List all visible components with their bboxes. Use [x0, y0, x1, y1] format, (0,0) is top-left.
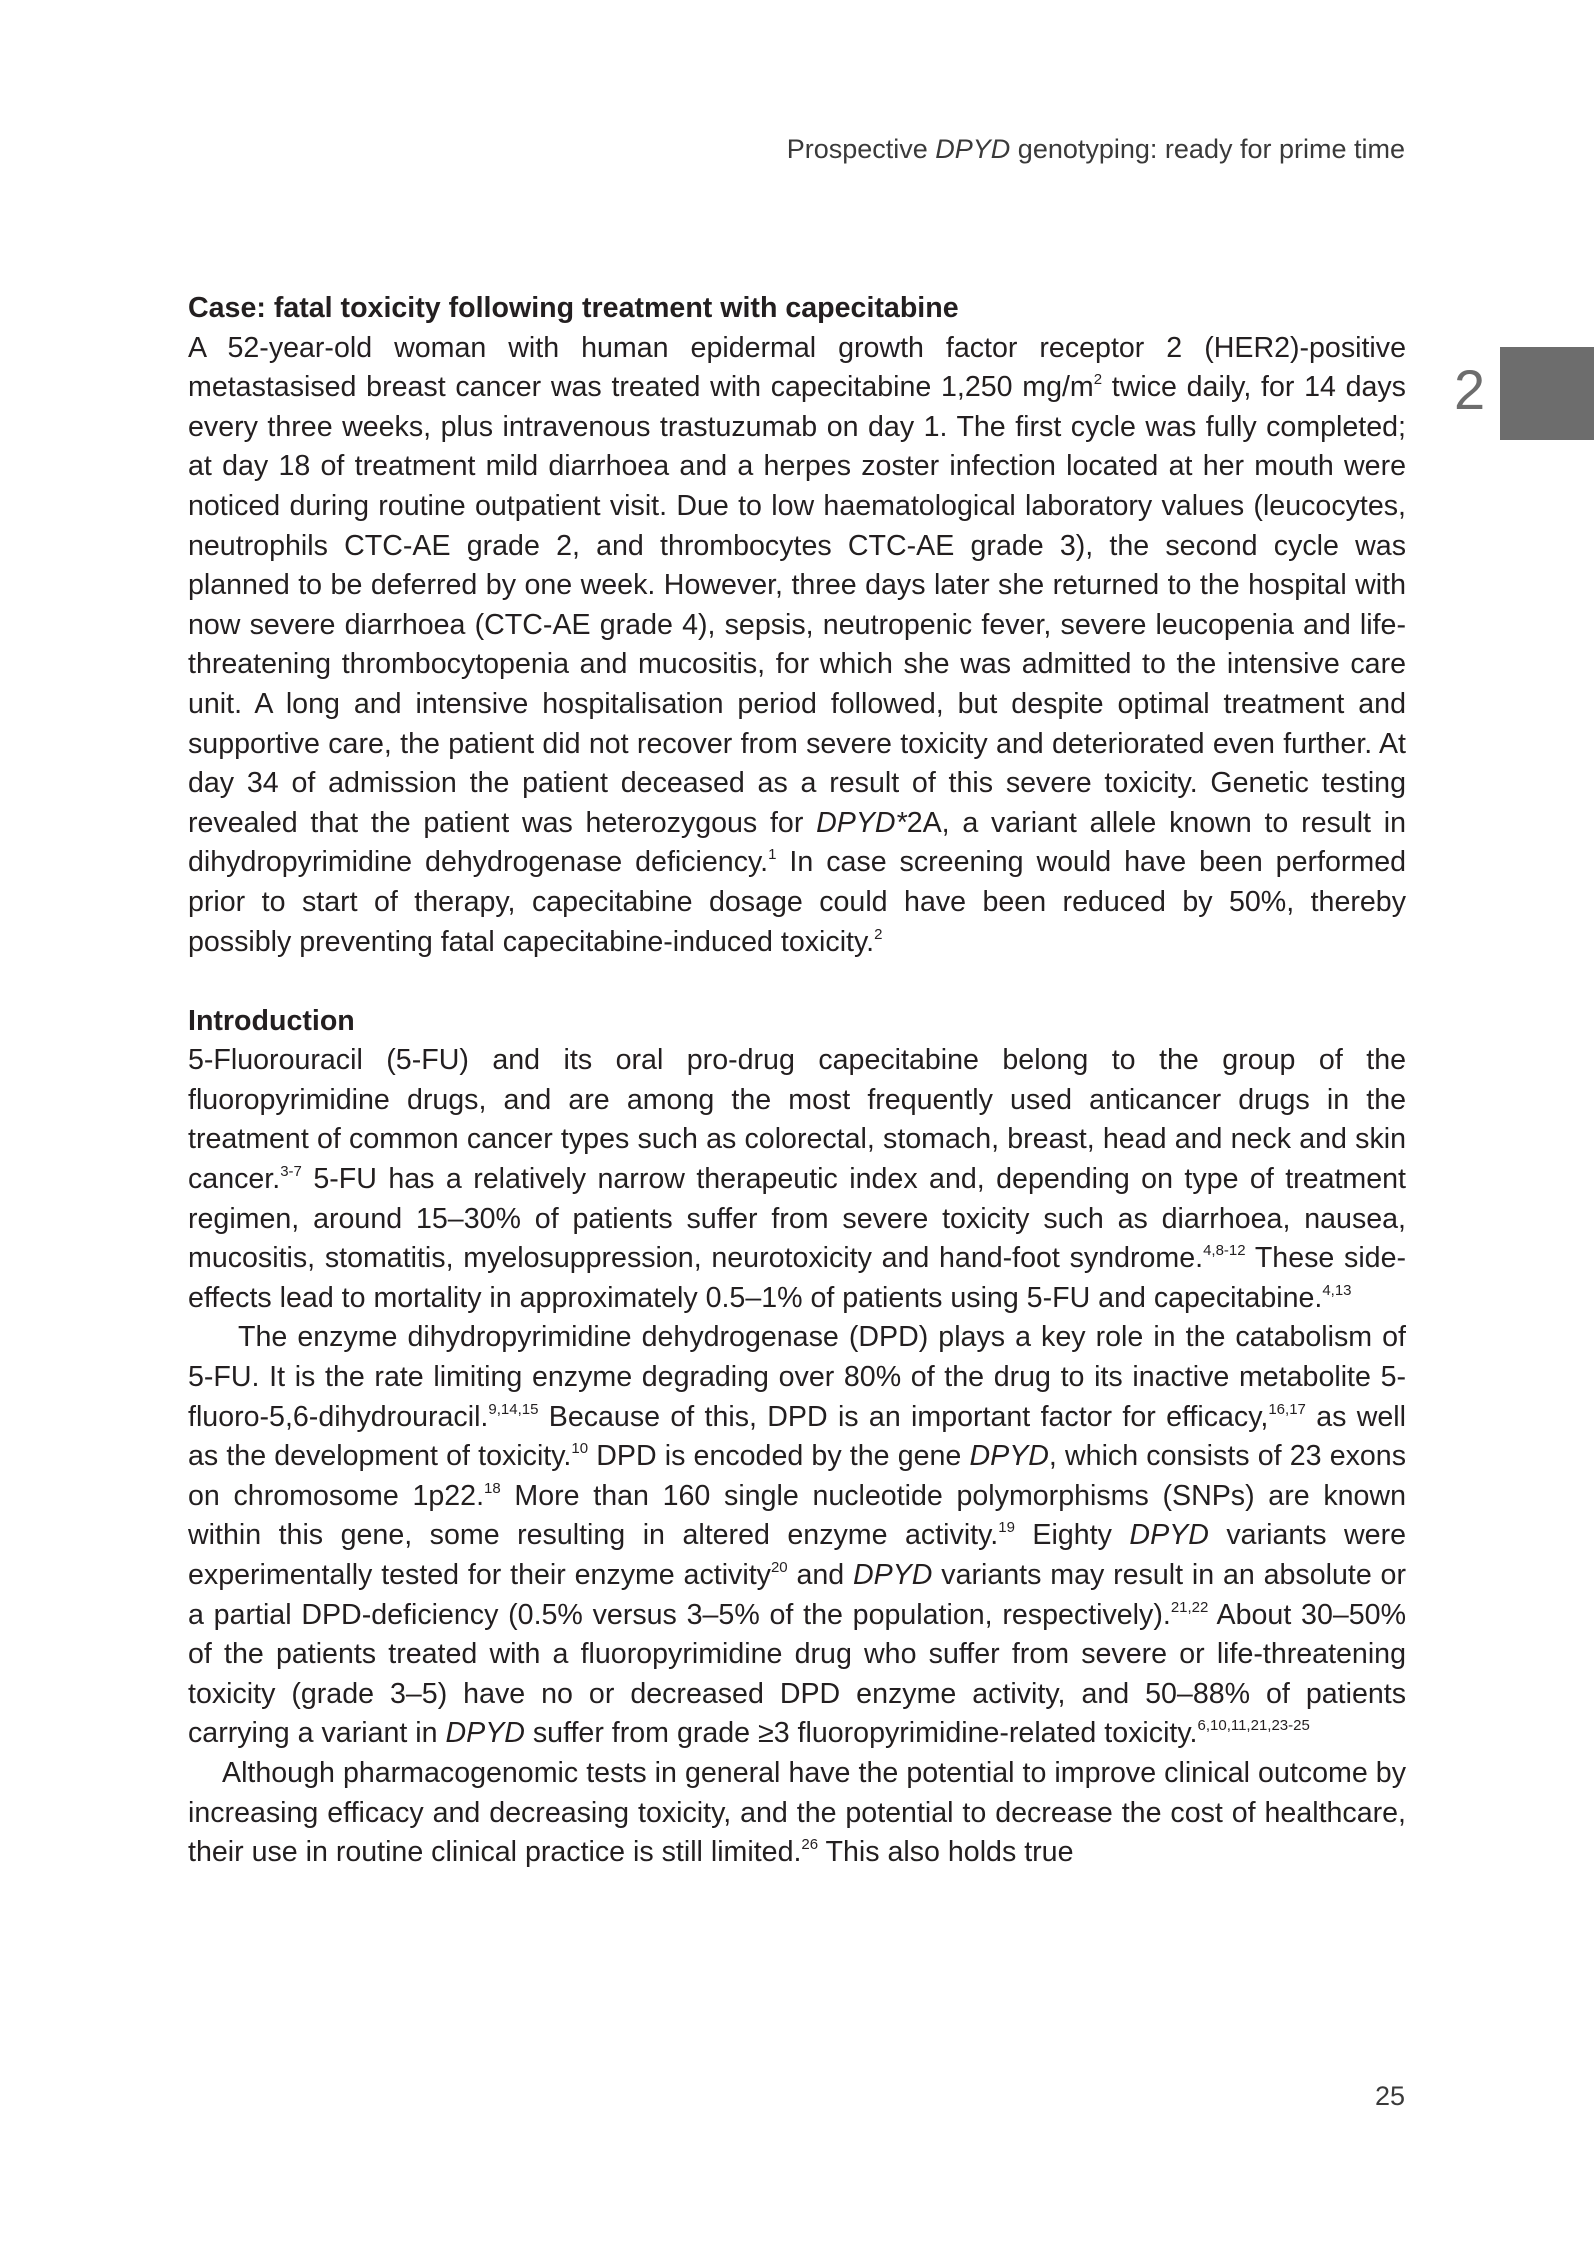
- gene-name: DPYD*: [816, 806, 907, 839]
- gene-name: DPYD: [445, 1717, 525, 1750]
- running-head-gene: DPYD: [935, 134, 1011, 164]
- article-body: [188, 289, 1406, 1873]
- text-run: DPD is encoded by the gene: [588, 1440, 970, 1473]
- citation-ref: 4,13: [1322, 1281, 1352, 1299]
- text-run: These side-effects lead to mortality in approximately 0.5–1% of patients using 5-FU and capecitabine.: [188, 1242, 1406, 1314]
- text-run: Because of this, DPD is an important factor for efficacy,: [538, 1400, 1269, 1433]
- citation-ref: 16,17: [1268, 1400, 1306, 1418]
- citation-ref: 19: [998, 1519, 1015, 1537]
- text-run: In case screening would have been performed prior to start of therapy, capecitabine dosage could have been reduced by 50%, thereby possibly preventing fatal capecitabine-induced toxicity.: [188, 846, 1406, 958]
- citation-ref: 4,8-12: [1203, 1242, 1246, 1260]
- gene-name: DPYD: [853, 1559, 933, 1591]
- text-run: as well as the development of toxicity.: [188, 1400, 1406, 1473]
- text-run: This also holds true: [818, 1836, 1074, 1869]
- citation-ref: 10: [571, 1440, 589, 1458]
- citation-ref: 3-7: [280, 1163, 302, 1181]
- intro-paragraph-2: [188, 1318, 1406, 1754]
- gene-name: DPYD: [969, 1440, 1049, 1473]
- chapter-tab-marker: [1500, 347, 1594, 440]
- citation-ref: 18: [484, 1479, 501, 1497]
- gene-name: DPYD: [1129, 1519, 1209, 1552]
- text-run: variants may result in an absolute or a partial DPD-deficiency (0.5% versus 3–5% of the population, respectively).: [188, 1559, 1406, 1631]
- case-heading: Case: fatal toxicity following treatment with capecitabine: [188, 292, 959, 324]
- text-run: variants were experimentally tested for their enzyme activity: [188, 1519, 1406, 1591]
- running-head-prefix: Prospective: [786, 134, 936, 164]
- citation-ref: 6,10,11,21,23-25: [1197, 1717, 1310, 1735]
- text-run: A 52-year-old woman with human epidermal growth factor receptor 2 (HER2)-positive metastasised breast cancer was treated with capecitabine 1,250 mg/m: [188, 331, 1406, 404]
- running-head-suffix: genotyping: ready for prime time: [1010, 134, 1405, 164]
- citation-ref: 26: [801, 1836, 819, 1854]
- citation-ref: 20: [770, 1559, 788, 1576]
- intro-paragraph-3: [188, 1754, 1406, 1873]
- text-run: and: [787, 1559, 854, 1591]
- text-run: 5-FU has a relatively narrow therapeutic index and, depending on type of treatment regimen, around 15–30% of patients suffer from severe toxicity such as diarrhoea, nausea, mucositis, stomatitis, myelosuppression, neurotoxicity and hand-foot syndrome.: [188, 1163, 1406, 1275]
- text-run: More than 160 single nucleotide polymorphisms (SNPs) are known within this gene, some resulting in altered enzyme activity.: [188, 1479, 1406, 1552]
- citation-ref: 21,22: [1170, 1598, 1209, 1616]
- page-number: 25: [1374, 2081, 1405, 2111]
- text-run: The enzyme dihydropyrimidine dehydrogenase (DPD) plays a key role in the catabolism of 5-FU. It is the rate limiting enzyme degrading over 80% of the drug to its inactive metabolite 5-fluoro-5,6-dihydrouracil.: [188, 1321, 1406, 1433]
- text-run: 5-Fluorouracil (5-FU) and its oral pro-drug capecitabine belong to the group of the fluoropyrimidine drugs, and are among the most frequently used anticancer drugs in the treatment of common cancer types such as colorectal, stomach, breast, head and neck and skin cancer.: [188, 1044, 1406, 1196]
- running-head: [787, 134, 1405, 165]
- text-run: About 30–50% of the patients treated with a fluoropyrimidine drug who suffer from severe or life-threatening toxicity (grade 3–5) have no or decreased DPD enzyme activity, and 50–88% of patients carrying a variant in: [188, 1598, 1406, 1750]
- text-run: twice daily, for 14 days every three weeks, plus intravenous trastuzumab on day 1. The first cycle was fully completed; at day 18 of treatment mild diarrhoea and a herpes zoster infection located at her mouth were noticed during routine outpatient visit. Due to low haematological laboratory values (leucocytes, neutrophils CTC-AE grade 2, and thrombocytes CTC-AE grade 3), the second cycle was planned to be deferred by one week. However, three days later she returned to the hospital with now severe diarrhoea (CTC-AE grade 4), sepsis, neutropenic fever, severe leucopenia and life-threatening thrombocytopenia and mucositis, for which she was admitted to the intensive care unit. A long and intensive hospitalisation period followed, but despite optimal treatment and supportive care, the patient did not recover from severe toxicity and deteriorated even further. At day 34 of admission the patient deceased as a result of this severe toxicity. Genetic testing revealed that the patient was heterozygous for: [188, 371, 1406, 839]
- case-paragraph: [188, 329, 1406, 963]
- text-run: 2A, a variant allele known to result in dihydropyrimidine dehydrogenase deficiency.: [188, 806, 1407, 879]
- superscript: 2: [1093, 371, 1103, 389]
- introduction-heading: Introduction: [188, 1004, 355, 1037]
- text-run: Although pharmacogenomic tests in general have the potential to improve clinical outcome by increasing efficacy and decreasing toxicity, and the potential to decrease the cost of healthcare, their use in routine clinical practice is still limited.: [188, 1756, 1406, 1869]
- text-run: , which consists of 23 exons on chromosome 1p22.: [188, 1440, 1407, 1512]
- chapter-number: 2: [1454, 358, 1486, 421]
- intro-paragraph-1: [188, 1041, 1406, 1318]
- text-run: Eighty: [1014, 1519, 1130, 1552]
- citation-ref: 2: [874, 925, 883, 943]
- citation-ref: 1: [768, 846, 777, 864]
- text-run: suffer from grade ≥3 fluoropyrimidine-related toxicity.: [524, 1717, 1198, 1750]
- section-spacer: [188, 962, 1406, 1002]
- citation-ref: 9,14,15: [488, 1400, 539, 1418]
